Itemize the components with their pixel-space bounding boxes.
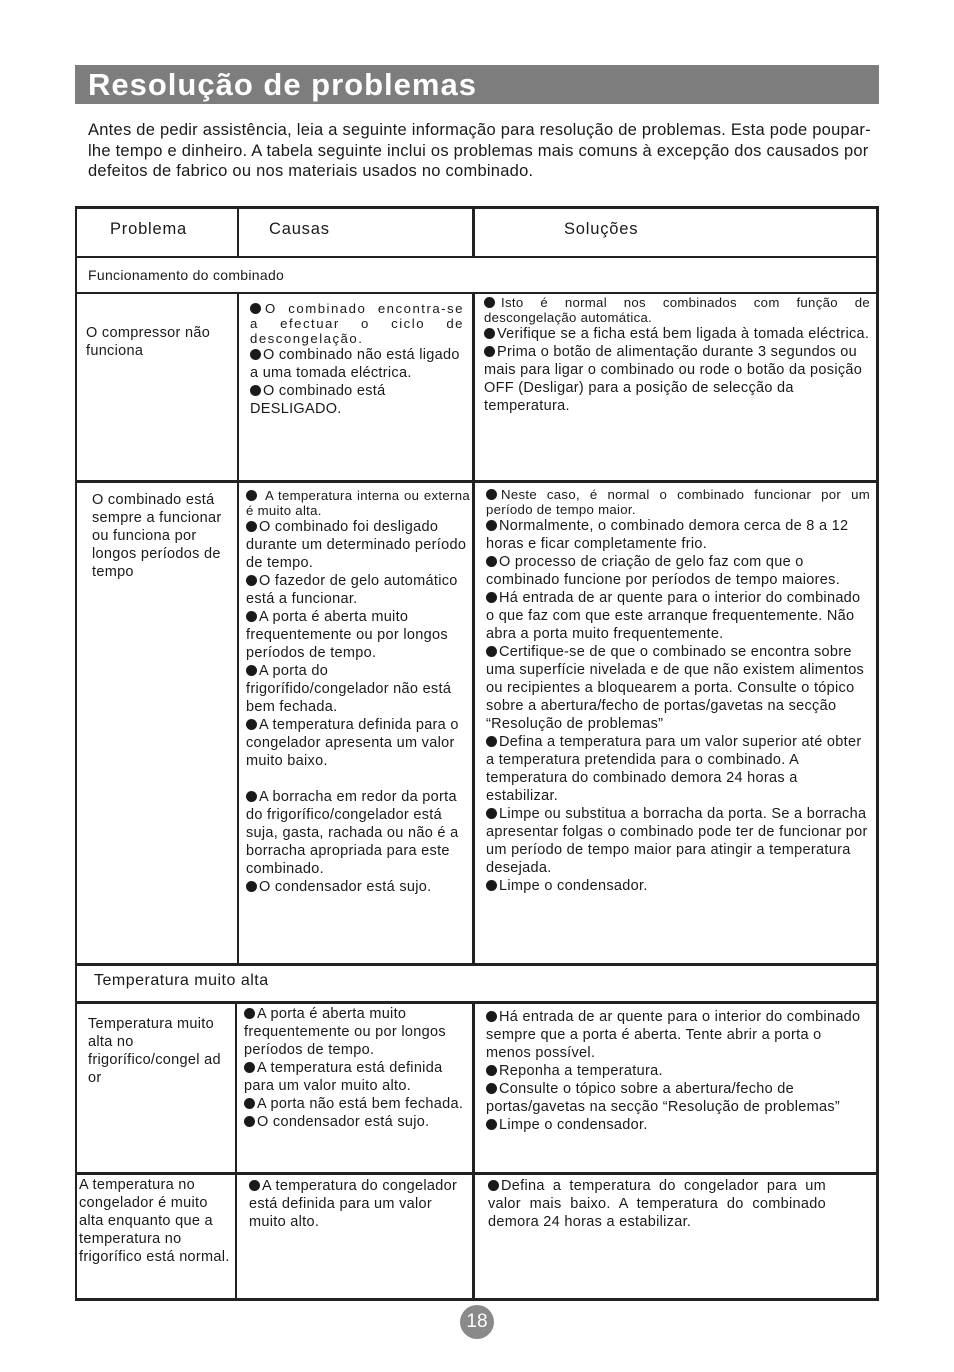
- table-divider: [75, 292, 879, 294]
- problem-cell: O compressor não funciona: [86, 325, 211, 359]
- bullet-icon: [486, 1011, 497, 1022]
- bullet-icon: [246, 719, 257, 730]
- bullet-icon: [246, 575, 257, 586]
- solutions-cell: [486, 487, 870, 895]
- cause-item: O combinado está DESLIGADO.: [250, 383, 386, 417]
- bullet-icon: [486, 520, 497, 531]
- problem-cell: Temperatura muito alta no frigorífico/congel ad or: [88, 1016, 221, 1086]
- bullet-icon: [250, 303, 261, 314]
- page-number: 18: [460, 1305, 494, 1339]
- solutions-cell: [484, 295, 870, 415]
- problem-cell: O combinado está sempre a funcionar ou funciona por longos períodos de tempo: [92, 492, 222, 580]
- intro-paragraph: Antes de pedir assistência, leia a seguinte informação para resolução de problemas. Esta pode poupar-lhe tempo e dinheiro. A tabela seguinte inclui os problemas mais comuns à excepção dos causados por defeitos de fabrico ou nos materiais usados no combinado.: [88, 121, 871, 180]
- table-divider: [75, 1001, 879, 1004]
- solution-item: Reponha a temperatura.: [486, 1062, 870, 1080]
- table-border-left: [75, 206, 77, 1301]
- bullet-icon: [246, 490, 257, 501]
- column-divider: [237, 206, 239, 256]
- bullet-icon: [250, 385, 261, 396]
- cause-item: O combinado foi desligado durante um determinado período de tempo.: [246, 519, 467, 571]
- title-bar: [75, 65, 879, 104]
- cause-item: O condensador está sujo.: [246, 878, 470, 896]
- solution-item: Certifique-se de que o combinado se encontra sobre uma superfície nivelada e de que não existem alimentos ou recipientes a bloquearem a porta. Consulte o tópico sobre a abertura/fecho de portas/gavetas na secção “Resolução de problemas”: [486, 644, 865, 732]
- column-divider: [472, 206, 475, 256]
- solution-item: Normalmente, o combinado demora cerca de 8 a 12 horas e ficar completamente frio.: [486, 518, 849, 552]
- bullet-icon: [486, 1119, 497, 1130]
- table-divider: [75, 1172, 879, 1175]
- causes-cell: [250, 301, 464, 418]
- troubleshooting-table: [75, 206, 879, 1301]
- bullet-icon: [486, 556, 497, 567]
- cause-item: A porta é aberta muito frequentemente ou por longos períodos de tempo.: [244, 1006, 446, 1058]
- bullet-icon: [486, 592, 497, 603]
- cause-item: O fazedor de gelo automático está a funcionar.: [246, 573, 458, 607]
- solution-item: Limpe ou substitua a borracha da porta. Se a borracha apresentar folgas o combinado pode ter de funcionar por um período de tempo maior para atingir a temperatura desejada.: [486, 806, 868, 876]
- causes-cell: [249, 1177, 469, 1231]
- header-solutions: Soluções: [564, 220, 639, 238]
- solution-item: Há entrada de ar quente para o interior do combinado o que faz com que este arranque frequentemente. Não abra a porta muito frequentemente.: [486, 590, 861, 642]
- bullet-icon: [246, 611, 257, 622]
- header-causes: Causas: [269, 220, 330, 238]
- cause-item: A porta não está bem fechada.: [244, 1095, 470, 1113]
- bullet-icon: [250, 349, 261, 360]
- bullet-icon: [486, 489, 497, 500]
- bullet-icon: [486, 646, 497, 657]
- column-divider: [235, 1003, 237, 1299]
- cause-item: O condensador está sujo.: [244, 1113, 470, 1131]
- solution-item: Limpe o condensador.: [486, 1116, 870, 1134]
- bullet-icon: [484, 297, 495, 308]
- column-divider: [472, 1003, 475, 1299]
- cause-item: A porta do frigorífido/congelador não está bem fechada.: [246, 663, 452, 715]
- bullet-icon: [244, 1116, 255, 1127]
- column-divider: [472, 294, 475, 963]
- column-divider: [237, 294, 239, 963]
- section-heading: Temperatura muito alta: [94, 972, 269, 989]
- cause-item: A temperatura está definida para um valor muito alto.: [244, 1060, 443, 1094]
- bullet-icon: [486, 1083, 497, 1094]
- bullet-icon: [488, 1180, 499, 1191]
- page-title: Resolução de problemas: [88, 67, 477, 102]
- cause-item: A temperatura definida para o congelador apresenta um valor muito baixo.: [246, 717, 459, 769]
- solution-item: Isto é normal nos combinados com função de descongelação automática.: [484, 295, 870, 325]
- bullet-icon: [486, 1065, 497, 1076]
- solutions-cell: [488, 1177, 826, 1231]
- bullet-icon: [484, 328, 495, 339]
- solution-item: Defina a temperatura do congelador para um valor mais baixo. A temperatura do combinado demora 24 horas a estabilizar.: [488, 1178, 826, 1230]
- solution-item: Consulte o tópico sobre a abertura/fecho de portas/gavetas na secção “Resolução de problemas”: [486, 1081, 841, 1115]
- problem-cell: A temperatura no congelador é muito alta enquanto que a temperatura no frigorífico está normal.: [79, 1177, 230, 1265]
- solution-item: Limpe o condensador.: [486, 877, 870, 895]
- solution-item: Defina a temperatura para um valor superior até obter a temperatura pretendida para o combinado. A temperatura do combinado demora 24 horas a estabilizar.: [486, 734, 862, 804]
- bullet-icon: [486, 880, 497, 891]
- bullet-icon: [486, 736, 497, 747]
- bullet-icon: [246, 521, 257, 532]
- table-divider: [75, 480, 879, 483]
- solution-item: Neste caso, é normal o combinado funcionar por um período de tempo maior.: [486, 487, 870, 517]
- table-divider: [75, 963, 879, 966]
- table-divider: [75, 256, 879, 258]
- table-border-top: [75, 206, 879, 209]
- bullet-icon: [244, 1008, 255, 1019]
- solutions-cell: [486, 1008, 870, 1134]
- cause-item: A temperatura do congelador está definida para um valor muito alto.: [249, 1178, 458, 1230]
- header-problem: Problema: [110, 220, 188, 238]
- bullet-icon: [249, 1180, 260, 1191]
- bullet-icon: [244, 1062, 255, 1073]
- solution-item: O processo de criação de gelo faz com que o combinado funcione por períodos de tempo maiores.: [486, 554, 841, 588]
- table-border-right: [876, 206, 879, 1301]
- cause-item: O combinado encontra-se a efectuar o ciclo de descongelação.: [250, 301, 464, 346]
- table-border-bottom: [75, 1298, 879, 1301]
- solution-item: Há entrada de ar quente para o interior do combinado sempre que a porta é aberta. Tente abrir a porta o menos possível.: [486, 1009, 861, 1061]
- bullet-icon: [246, 881, 257, 892]
- section-heading: Funcionamento do combinado: [88, 267, 285, 283]
- bullet-icon: [244, 1098, 255, 1109]
- bullet-icon: [486, 808, 497, 819]
- solution-item: Verifique se a ficha está bem ligada à tomada eléctrica.: [484, 325, 870, 343]
- causes-cell: [244, 1005, 470, 1131]
- solution-item: Prima o botão de alimentação durante 3 segundos ou mais para ligar o combinado ou rode o botão da posição OFF (Desligar) para a posição de selecção da temperatura.: [484, 344, 863, 414]
- cause-item: A porta é aberta muito frequentemente ou por longos períodos de tempo.: [246, 609, 448, 661]
- bullet-icon: [246, 791, 257, 802]
- bullet-icon: [246, 665, 257, 676]
- cause-item: A borracha em redor da porta do frigorífico/congelador está suja, gasta, rachada ou não é a borracha apropriada para este combinado.: [246, 789, 459, 877]
- cause-item: O combinado não está ligado a uma tomada eléctrica.: [250, 347, 460, 381]
- bullet-icon: [484, 346, 495, 357]
- cause-item: A temperatura interna ou externa é muito alta.: [246, 488, 470, 518]
- causes-cell: [246, 488, 470, 896]
